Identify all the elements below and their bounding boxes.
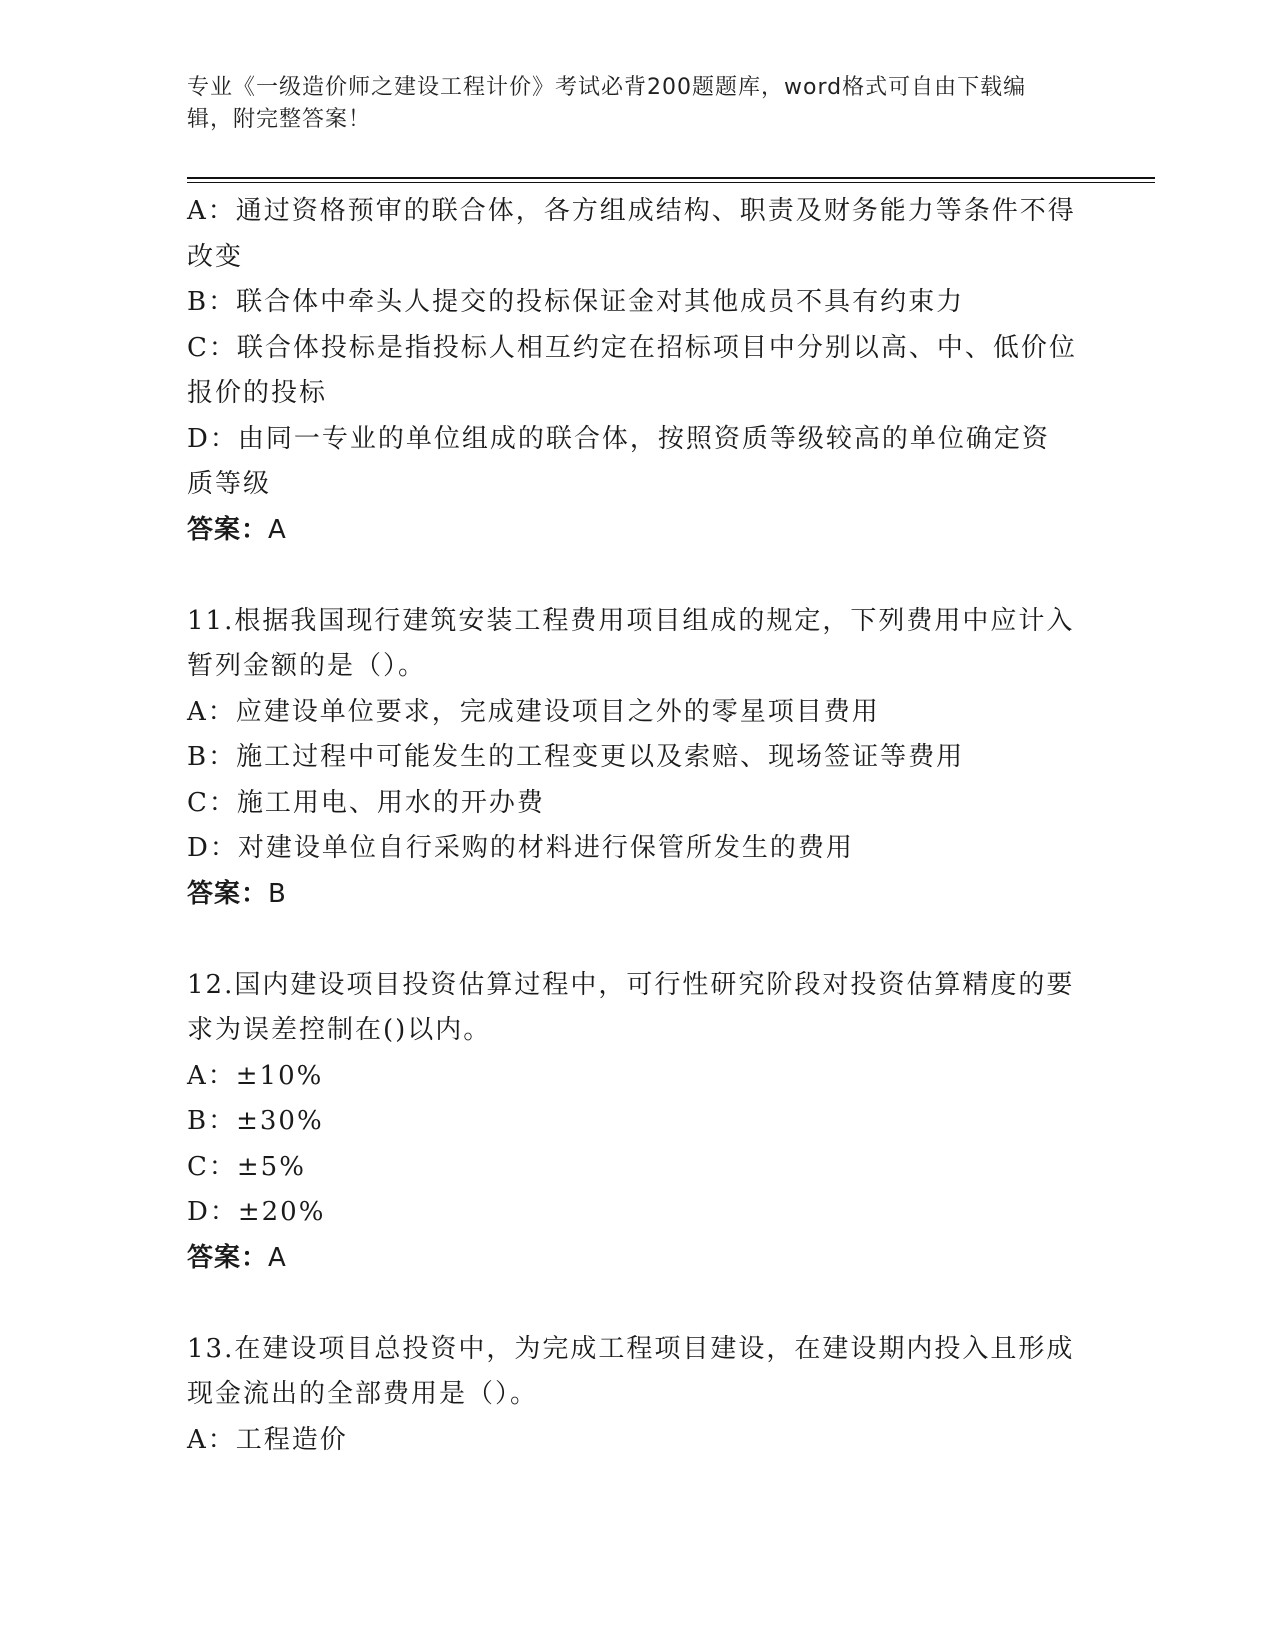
option-c: C：施工用电、用水的开办费 [187, 787, 545, 818]
answer-value: B [268, 878, 287, 909]
answer [187, 508, 1077, 554]
spacer [187, 553, 1077, 599]
answer [187, 872, 1077, 918]
option-a: A：±10% [187, 1060, 324, 1091]
page-header: 专业《一级造价师之建设工程计价》考试必背200题题库，word格式可自由下载编辑，附完整答案！ [187, 75, 1027, 132]
document-body [187, 189, 1077, 1463]
question-stem: 13.在建设项目总投资中，为完成工程项目建设，在建设期内投入且形成现金流出的全部费用是（）。 [187, 1333, 1075, 1409]
header-divider [187, 177, 1155, 183]
option-b: B：联合体中牵头人提交的投标保证金对其他成员不具有约束力 [187, 287, 965, 317]
option-b: B：施工过程中可能发生的工程变更以及索赔、现场签证等费用 [187, 742, 965, 772]
option-a: A：工程造价 [187, 1424, 348, 1455]
question-12 [187, 963, 1077, 1282]
answer-label: 答案： [187, 878, 269, 909]
answer-value: A [268, 514, 287, 545]
option-c: C：联合体投标是指投标人相互约定在招标项目中分别以高、中、低价位报价的投标 [187, 332, 1077, 408]
option-b: B：±30% [187, 1106, 324, 1136]
answer-label: 答案： [187, 514, 269, 545]
question-10-remainder [187, 189, 1077, 553]
answer-value: A [268, 1242, 287, 1273]
option-a: A：应建设单位要求，完成建设项目之外的零星项目费用 [187, 696, 880, 727]
option-c: C：±5% [187, 1151, 306, 1182]
option-d: D：±20% [187, 1197, 326, 1227]
spacer [187, 1281, 1077, 1327]
question-11 [187, 599, 1077, 918]
answer [187, 1236, 1077, 1282]
spacer [187, 917, 1077, 963]
option-d: D：由同一专业的单位组成的联合体，按照资质等级较高的单位确定资质等级 [187, 423, 1050, 499]
question-stem: 11.根据我国现行建筑安装工程费用项目组成的规定，下列费用中应计入暂列金额的是（）。 [187, 605, 1075, 681]
question-stem: 12.国内建设项目投资估算过程中，可行性研究阶段对投资估算精度的要求为误差控制在()以内。 [187, 969, 1075, 1045]
option-a: A：通过资格预审的联合体，各方组成结构、职责及财务能力等条件不得改变 [187, 196, 1076, 272]
answer-label: 答案： [187, 1242, 269, 1273]
question-13 [187, 1327, 1077, 1464]
option-d: D：对建设单位自行采购的材料进行保管所发生的费用 [187, 833, 854, 863]
